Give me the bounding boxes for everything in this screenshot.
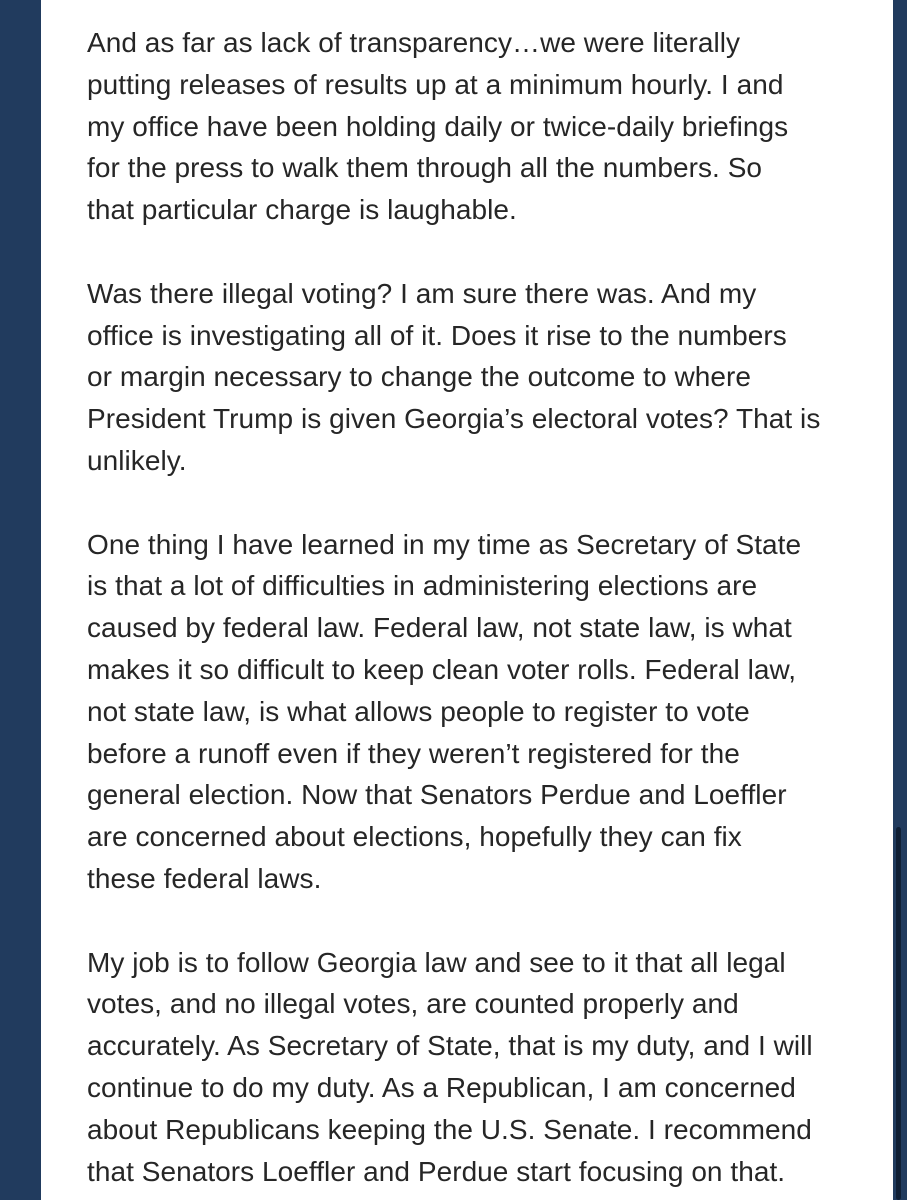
scrollbar-thumb[interactable] — [896, 827, 901, 1200]
statement-text — [87, 22, 867, 1200]
paragraph-duty: My job is to follow Georgia law and see to it that all legal votes, and no illegal votes, are counted properly and accurately. As Secretary of State, that is my duty, and I will continue to do my duty. As a Republican, I am concerned about Republicans keeping the U.S. Senate. I recommend that Senators Loeffler and Perdue start focusing on that. — [87, 946, 813, 1187]
paragraph-federal-law: One thing I have learned in my time as Secretary of State is that a lot of difficulties in administering elections are caused by federal law. Federal law, not state law, is what makes it so difficult to keep clean voter rolls. Federal law, not state law, is what allows people to register to vote before a runoff even if they weren’t registered for the general election. Now that Senators Perdue and Loeffler are concerned about elections, hopefully they can fix these federal laws. — [87, 528, 802, 894]
document-panel — [41, 0, 893, 1200]
paragraph-transparency: And as far as lack of transparency…we were literally putting releases of results up at a minimum hourly. I and my office have been holding daily or twice-daily briefings for the press to walk them through all the numbers. So that particular charge is laughable. — [87, 27, 789, 226]
paragraph-illegal-voting: Was there illegal voting? I am sure there was. And my office is investigating all of it. Does it rise to the numbers or margin necessary to change the outcome to where President Trump is given Georgia’s electoral votes? That is unlikely. — [87, 277, 821, 476]
